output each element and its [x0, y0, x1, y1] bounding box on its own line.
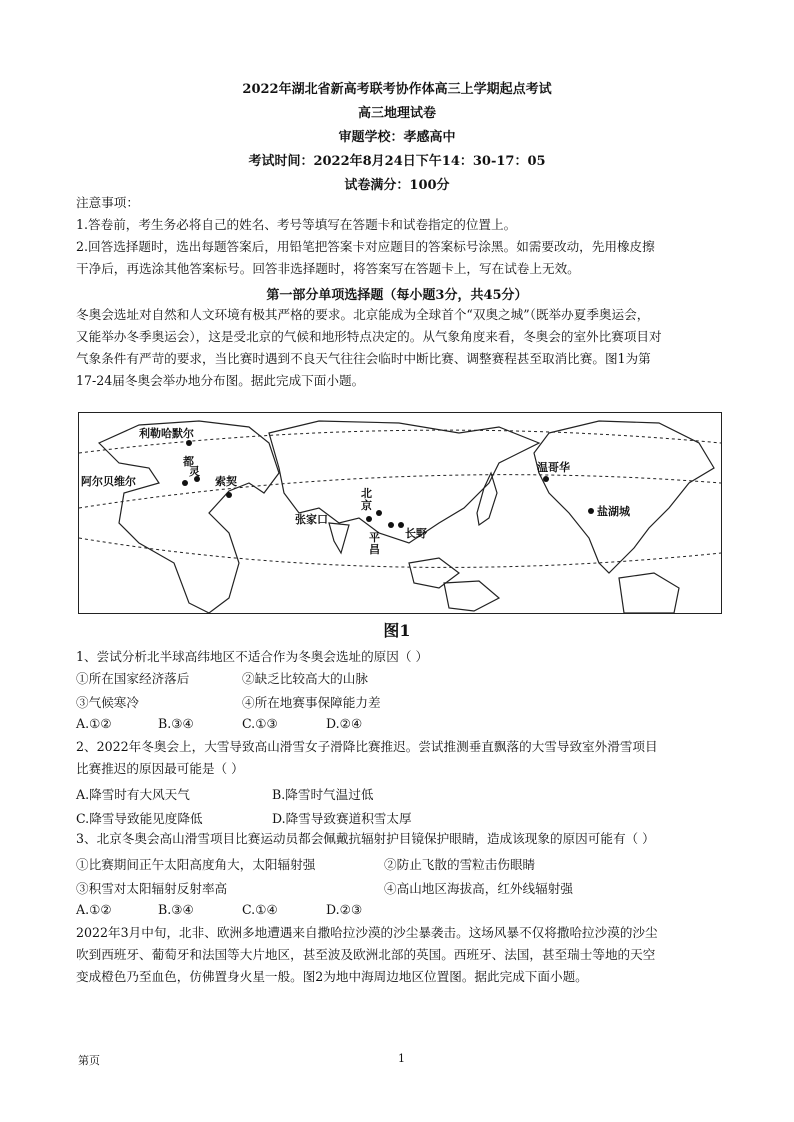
world-map-svg	[79, 413, 721, 613]
q2-stem-1: 2、2022年冬奥会上，大雪导致高山滑雪女子滑降比赛推迟。尝试推测垂直飘落的大雪导致室外滑雪项目	[76, 739, 658, 754]
label-albertville: 阿尔贝维尔	[81, 475, 136, 488]
notes-heading: 注意事项：	[76, 195, 139, 210]
figure-1-caption: 图1	[383, 621, 411, 640]
label-sochi: 索契	[215, 475, 237, 488]
q2-stem-2: 比赛推迟的原因最可能是（ ）	[76, 761, 244, 776]
india-shape	[329, 523, 349, 553]
q2-choice-c: C.降雪导致能见度降低	[76, 811, 203, 826]
label-vancouver: 温哥华	[537, 461, 570, 474]
australia-shape	[444, 581, 499, 611]
winter-olympics-map	[78, 412, 722, 614]
south-america-shape	[619, 573, 679, 613]
q3-option-1: ①比赛期间正午太阳高度角大，太阳辐射强	[76, 857, 316, 872]
full-score: 试卷满分：100分	[344, 178, 450, 193]
q3-choice-a: A.①②	[76, 902, 112, 917]
q1-option-1: ①所在国家经济落后	[76, 671, 190, 686]
intro-line-1: 冬奥会选址对自然和人文环境有极其严格的要求。北京能成为全球首个“双奥之城”（既举办夏季奥运会，	[76, 307, 650, 322]
q1-choice-a: A.①②	[76, 716, 112, 731]
label-turin-a: 都	[183, 455, 194, 468]
latitude-line-south	[79, 538, 721, 567]
vancouver-marker	[543, 476, 549, 482]
q3-option-2: ②防止飞散的雪粒击伤眼睛	[384, 857, 536, 872]
latitude-line-north	[79, 475, 721, 508]
north-america-shape	[534, 421, 714, 573]
q1-stem: 1、尝试分析北半球高纬地区不适合作为冬奥会选址的原因（ ）	[76, 649, 429, 664]
intro-line-2: 又能举办冬季奥运会），这是受北京的气候和地形特点决定的。从气象角度来看，冬奥会的室外比赛项目对	[76, 329, 662, 344]
islands-shape	[409, 558, 459, 588]
passage2-line-3: 变成橙色乃至血色，仿佛置身火星一般。图2为地中海周边地区位置图。据此完成下面小题。	[76, 969, 588, 984]
q3-choice-c: C.①④	[242, 902, 278, 917]
label-pyeongchang-a: 平	[369, 531, 380, 544]
label-beijing-a: 北	[361, 487, 372, 500]
notes-item-1: 1.答卷前，考生务必将自己的姓名、考号等填写在答题卡和试卷指定的位置上。	[76, 217, 517, 232]
eurasia-africa-west-shape	[99, 421, 279, 613]
notes-item-2b: 干净后，再选涂其他答案标号。回答非选择题时，将答案写在答题卡上，写在试卷上无效。	[76, 261, 580, 276]
exam-title: 2022年湖北省新高考联考协作体高三上学期起点考试	[242, 82, 552, 97]
q3-option-3: ③积雪对太阳辐射反射率高	[76, 881, 228, 896]
q2-choice-d: D.降雪导致赛道积雪太厚	[272, 811, 412, 826]
japan-shape	[477, 473, 497, 525]
pyeongchang-marker	[388, 522, 394, 528]
passage2-line-1: 2022年3月中旬，北非、欧洲多地遭遇来自撒哈拉沙漠的沙尘暴袭击。这场风暴不仅将撒哈拉沙漠的沙尘	[76, 925, 658, 940]
q1-option-4: ④所在地赛事保障能力差	[242, 695, 381, 710]
label-turin-b: 灵	[189, 465, 200, 478]
q3-choice-b: B.③④	[158, 902, 194, 917]
q3-stem: 3、北京冬奥会高山滑雪项目比赛运动员都会佩戴抗辐射护目镜保护眼睛，造成该现象的原因可能有（ ）	[76, 831, 655, 846]
intro-line-3: 气象条件有严苛的要求，当比赛时遇到不良天气往往会临时中断比赛、调整赛程甚至取消比赛。图1为第	[76, 351, 651, 366]
q3-choice-d: D.②③	[326, 902, 363, 917]
exam-subject: 高三地理试卷	[357, 106, 436, 121]
label-saltlake: 盐湖城	[597, 505, 630, 518]
label-beijing-b: 京	[361, 499, 372, 512]
q2-choice-a: A.降雪时有大风天气	[76, 787, 190, 802]
notes-item-2a: 2.回答选择题时，选出每题答案后，用铅笔把答案卡对应题目的答案标号涂黑。如需要改动，先用橡皮擦	[76, 239, 655, 254]
q1-choice-b: B.③④	[158, 716, 194, 731]
passage2-line-2: 吹到西班牙、葡萄牙和法国等大片地区，甚至波及欧洲北部的英国。西班牙、法国，甚至瑞士等地的天空	[76, 947, 656, 962]
saltlake-marker	[588, 508, 594, 514]
label-zhangjiakou: 张家口	[295, 513, 328, 526]
zhangjiakou-marker	[366, 516, 372, 522]
exam-time: 考试时间：2022年8月24日下午14：30-17：05	[248, 154, 546, 169]
albertville-marker	[182, 480, 188, 486]
review-school: 审题学校：孝感高中	[338, 130, 456, 145]
beijing-marker	[376, 510, 382, 516]
q1-option-3: ③气候寒冷	[76, 695, 139, 710]
q2-choice-b: B.降雪时气温过低	[272, 787, 374, 802]
section-title: 第一部分单项选择题（每小题3分，共45分）	[266, 288, 528, 303]
footer-label: 第页	[78, 1054, 100, 1067]
page-number: 1	[398, 1052, 405, 1065]
q3-option-4: ④高山地区海拔高，红外线辐射强	[384, 881, 573, 896]
nagano-marker	[398, 522, 404, 528]
label-pyeongchang-b: 昌	[369, 543, 380, 556]
sochi-marker	[226, 492, 232, 498]
lillehammer-marker	[186, 440, 192, 446]
intro-line-4: 17-24届冬奥会举办地分布图。据此完成下面小题。	[76, 373, 365, 388]
label-lillehammer: 利勒哈默尔	[139, 427, 194, 440]
label-nagano: 长野	[405, 527, 427, 540]
q1-choice-d: D.②④	[326, 716, 363, 731]
q1-option-2: ②缺乏比较高大的山脉	[242, 671, 368, 686]
q1-choice-c: C.①③	[242, 716, 278, 731]
